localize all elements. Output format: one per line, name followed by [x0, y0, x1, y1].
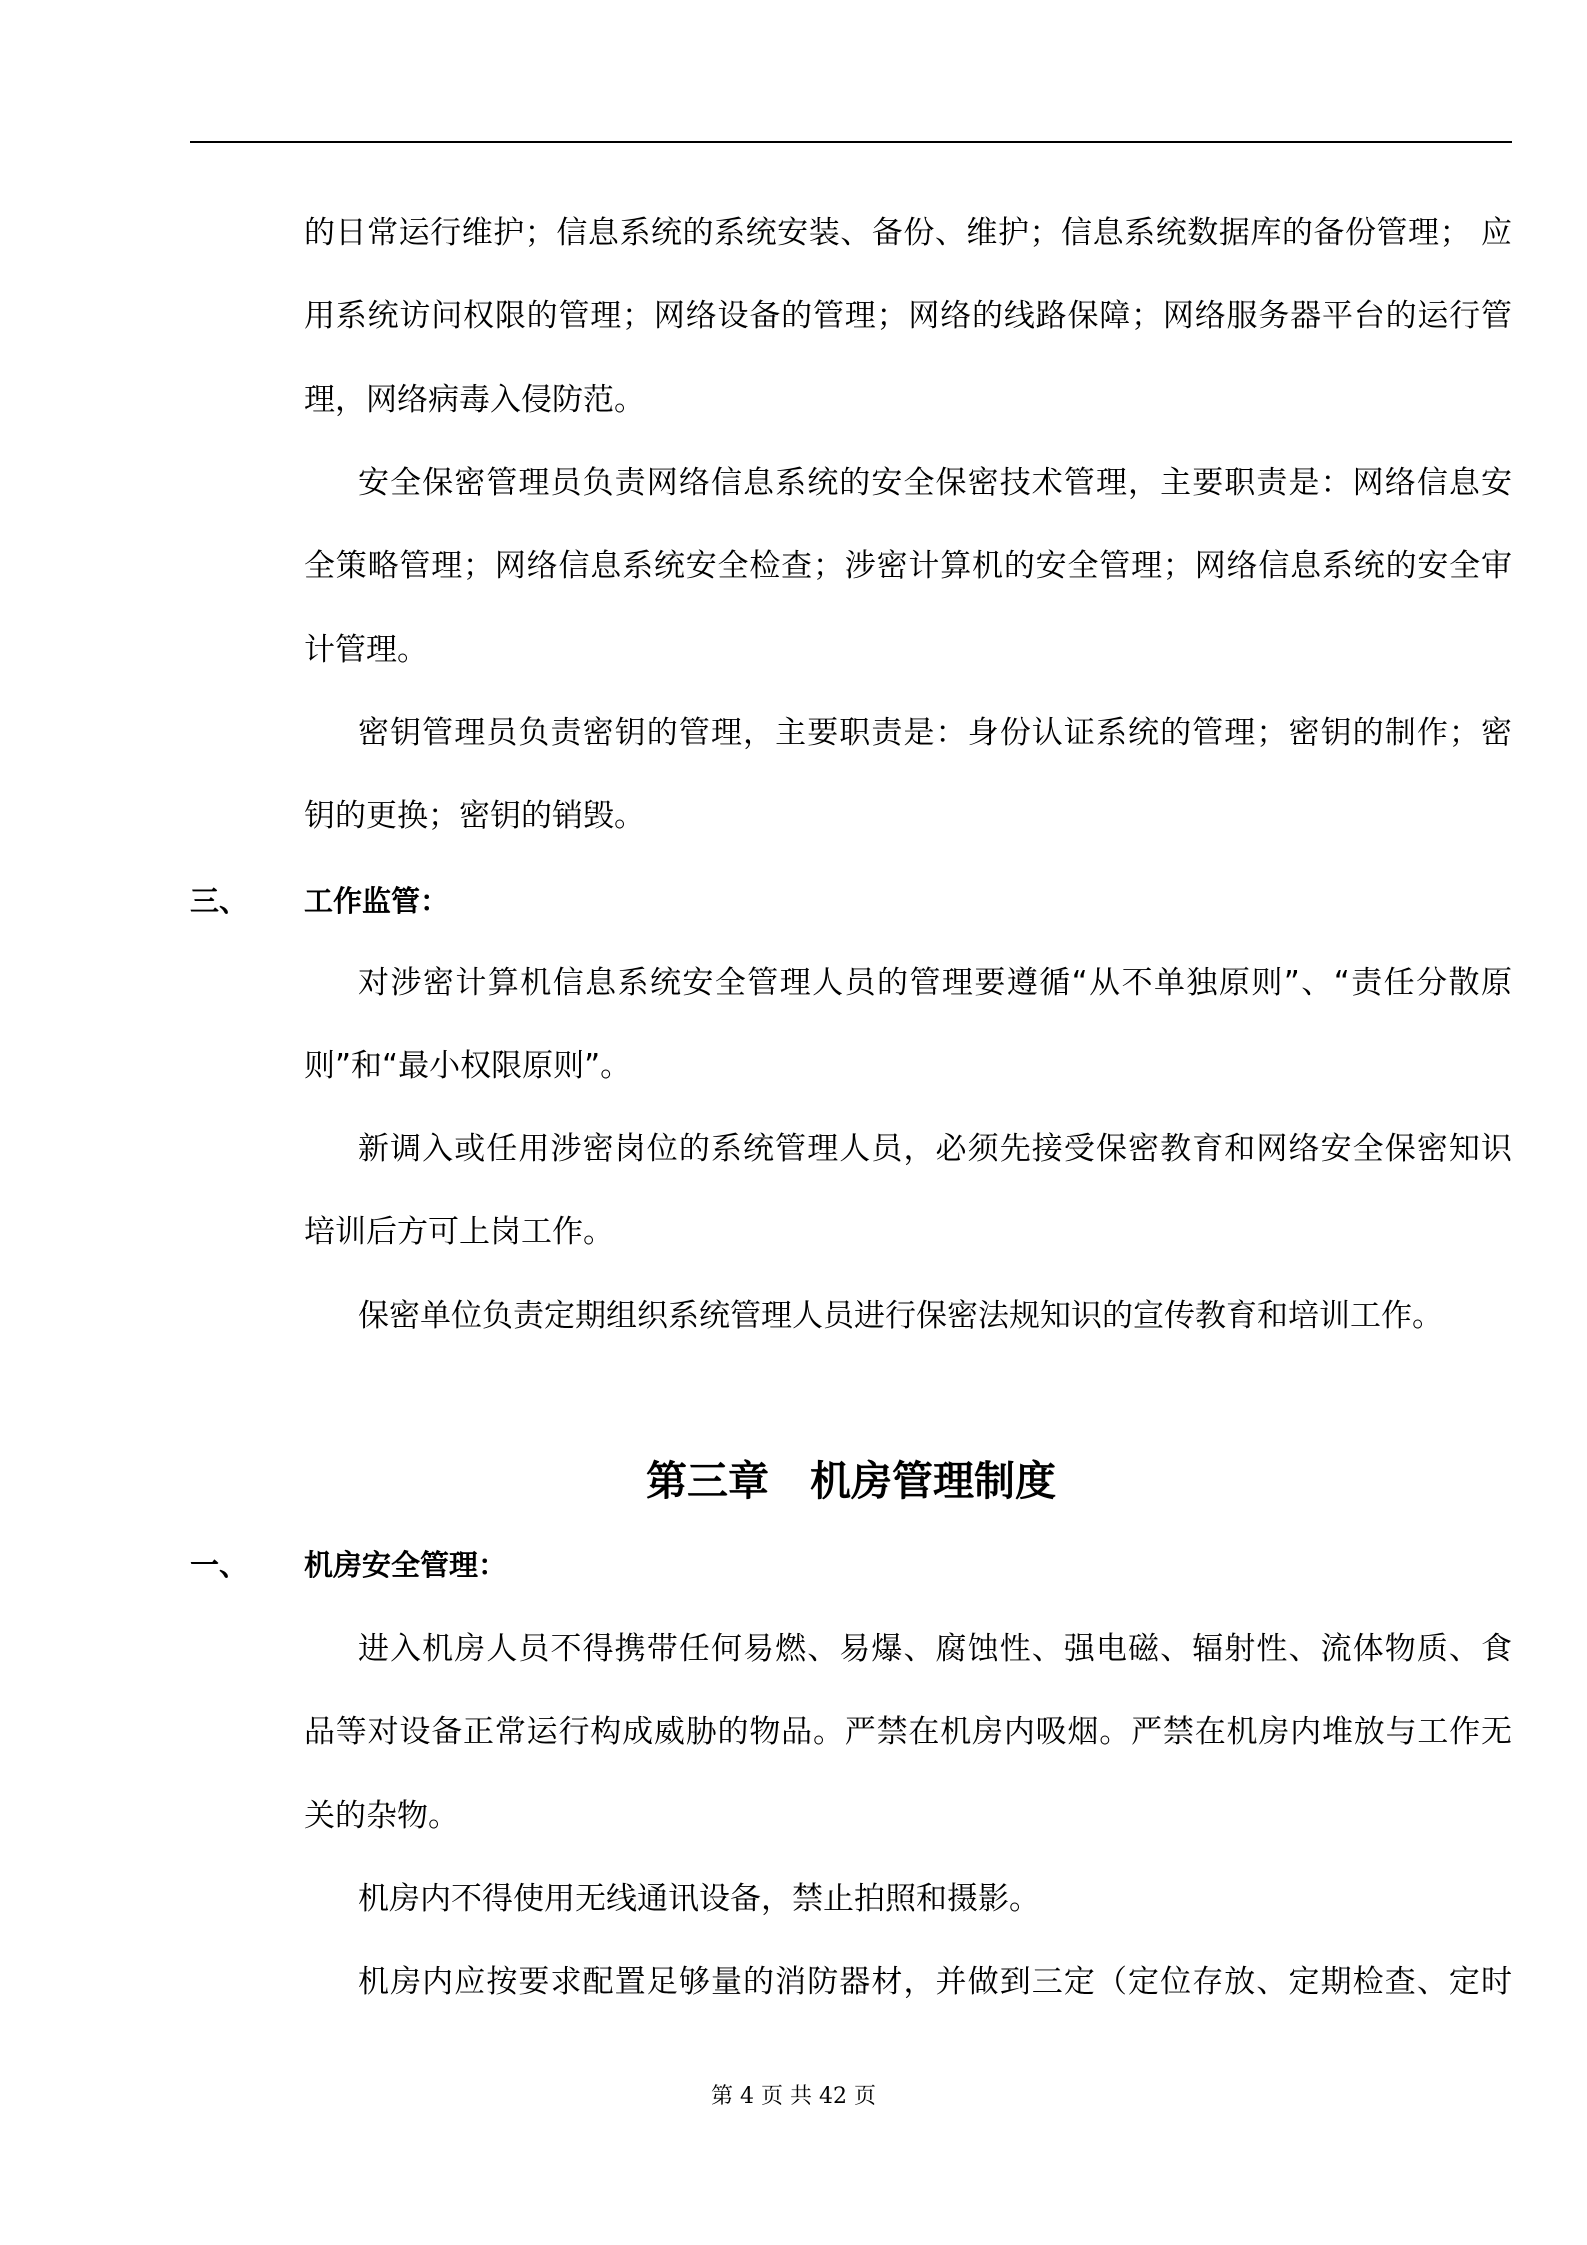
section-title: 机房安全管理： — [304, 1548, 508, 1582]
body-line: 机房内不得使用无线通讯设备，禁止拍照和摄影。 — [358, 1881, 1040, 1917]
section-heading-3 — [190, 884, 1512, 918]
page-number-footer: 第 4 页 共 42 页 — [711, 2084, 876, 2109]
body-line: 计管理。 — [304, 632, 428, 668]
body-line: 保密单位负责定期组织系统管理人员进行保密法规知识的宣传教育和培训工作。 — [358, 1298, 1443, 1334]
body-line: 钥的更换；密钥的销毁。 — [304, 798, 645, 834]
body-line: 密钥管理员负责密钥的管理，主要职责是：身份认证系统的管理；密钥的制作；密 — [358, 715, 1512, 751]
body-line: 培训后方可上岗工作。 — [304, 1214, 614, 1250]
section-number: 一、 — [190, 1548, 249, 1582]
body-line: 关的杂物。 — [304, 1798, 459, 1834]
body-line: 安全保密管理员负责网络信息系统的安全保密技术管理，主要职责是：网络信息安 — [358, 465, 1512, 501]
body-line: 用系统访问权限的管理；网络设备的管理；网络的线路保障；网络服务器平台的运行管 — [304, 298, 1512, 334]
chapter-title: 第三章 机房管理制度 — [646, 1457, 1056, 1505]
section-heading-1 — [190, 1548, 1512, 1582]
section-title: 工作监管： — [304, 884, 450, 918]
body-line: 新调入或任用涉密岗位的系统管理人员，必须先接受保密教育和网络安全保密知识 — [358, 1131, 1512, 1167]
body-line: 则”和“最小权限原则”。 — [304, 1048, 632, 1084]
body-line: 机房内应按要求配置足够量的消防器材，并做到三定（定位存放、定期检查、定时 — [358, 1964, 1512, 2000]
section-number: 三、 — [190, 884, 249, 918]
body-line: 对涉密计算机信息系统安全管理人员的管理要遵循“从不单独原则”、“责任分散原 — [358, 965, 1512, 1001]
header-rule — [190, 141, 1512, 143]
body-line: 理，网络病毒入侵防范。 — [304, 382, 645, 418]
body-line: 品等对设备正常运行构成威胁的物品。严禁在机房内吸烟。严禁在机房内堆放与工作无 — [304, 1714, 1512, 1750]
body-line: 全策略管理；网络信息系统安全检查；涉密计算机的安全管理；网络信息系统的安全审 — [304, 548, 1512, 584]
body-line: 的日常运行维护；信息系统的系统安装、备份、维护；信息系统数据库的备份管理； 应 — [304, 215, 1512, 251]
body-line: 进入机房人员不得携带任何易燃、易爆、腐蚀性、强电磁、辐射性、流体物质、食 — [358, 1631, 1512, 1667]
